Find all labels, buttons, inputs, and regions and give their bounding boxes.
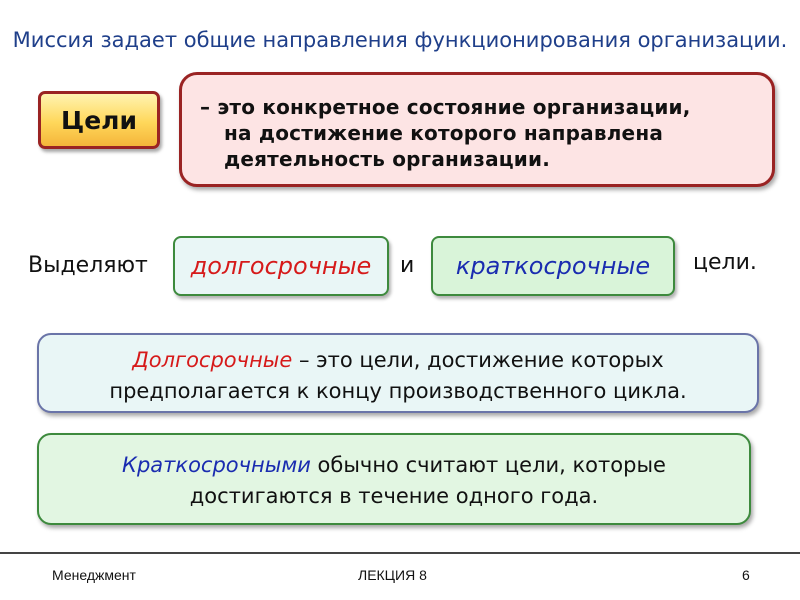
long-term-line-2: предполагается к концу производственного цикла.	[109, 379, 687, 403]
definition-line: на достижение которого направлена	[224, 121, 664, 145]
short-term-line-2: достигаются в течение одного года.	[189, 484, 599, 508]
long-term-definition-box	[37, 333, 759, 413]
footer-lecture: ЛЕКЦИЯ 8	[358, 567, 427, 583]
long-term-pill: долгосрочные	[173, 236, 389, 296]
short-term-line-1	[39, 450, 749, 481]
footer-page-number: 6	[742, 567, 750, 583]
long-term-line-1	[39, 345, 757, 376]
short-term-pill: краткосрочные	[431, 236, 675, 296]
long-term-term: Долгосрочные	[132, 348, 293, 372]
row-prefix: Выделяют	[28, 253, 148, 278]
slide-title: Миссия задает общие направления функционирования организации.	[12, 28, 788, 52]
row-conjunction: и	[400, 253, 415, 278]
short-term-term: Краткосрочными	[122, 453, 311, 477]
goal-definition-box	[179, 72, 775, 187]
definition-line: – это конкретное состояние организации,	[200, 95, 691, 119]
row-suffix: цели.	[693, 250, 757, 275]
long-term-text: – это цели, достижение которых	[292, 348, 664, 372]
footer-course: Менеджмент	[52, 567, 136, 583]
definition-line: деятельность организации.	[224, 147, 551, 171]
short-term-text: обычно считают цели, которые	[310, 453, 666, 477]
short-term-definition-box	[37, 433, 751, 525]
goals-label: Цели	[38, 91, 160, 149]
footer-divider	[0, 552, 800, 554]
